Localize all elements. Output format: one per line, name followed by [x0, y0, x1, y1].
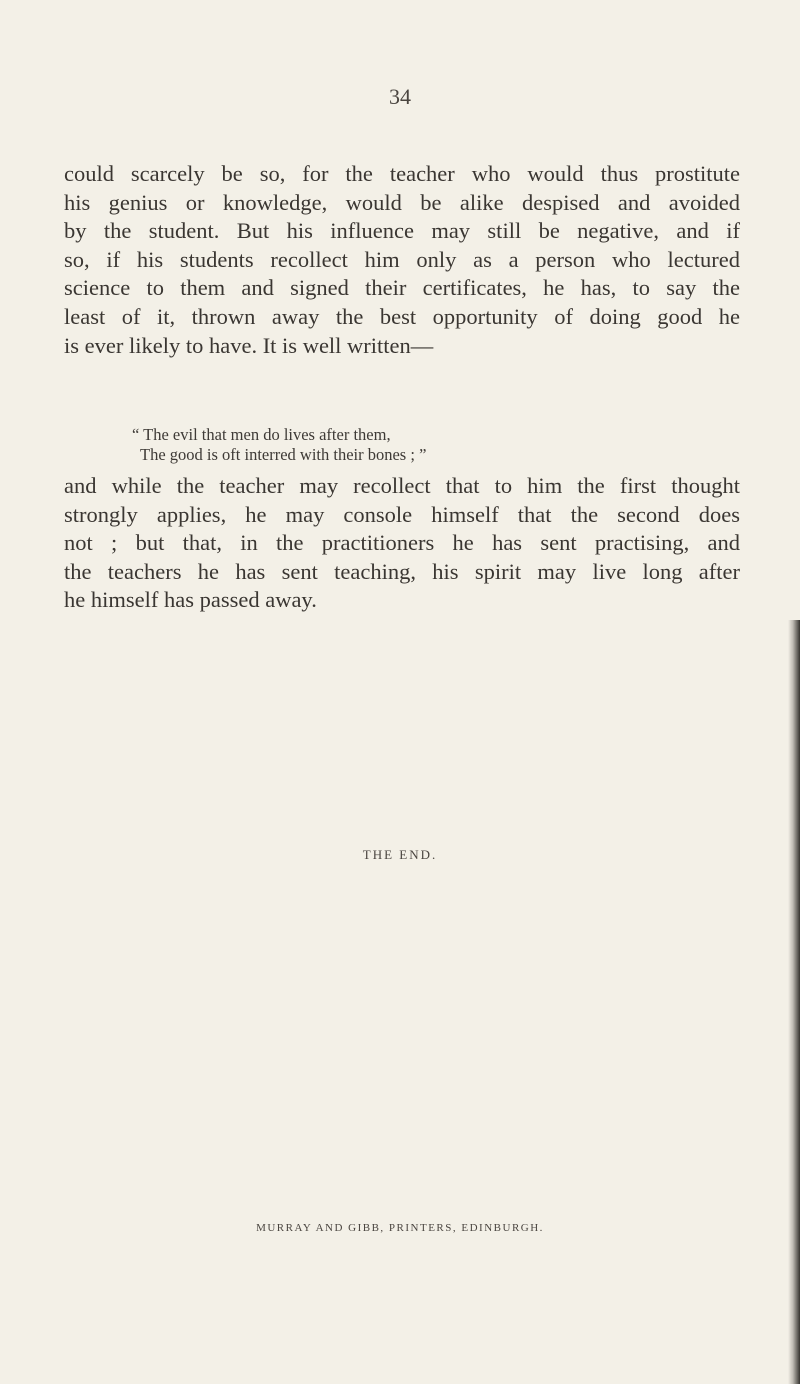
text-line: so, if his students recollect him only as a person who lectured	[64, 246, 740, 272]
text-line: is ever likely to have. It is well written—	[64, 332, 434, 358]
printer-imprint: MURRAY AND GIBB, PRINTERS, EDINBURGH.	[256, 1222, 544, 1234]
page-number: 34	[389, 84, 411, 109]
paragraph-1	[64, 160, 740, 360]
verse-quotation	[132, 425, 692, 465]
text-line: and while the teacher may recollect that to him the first thought	[64, 473, 740, 498]
paragraph-2	[64, 472, 740, 615]
text-line: least of it, thrown away the best opportunity of doing good he	[64, 303, 740, 329]
quote-line: The good is oft interred with their bones ; ”	[140, 445, 427, 464]
text-line: by the student. But his influence may still be negative, and if	[64, 218, 740, 244]
text-line: could scarcely be so, for the teacher who would thus prostitute	[64, 161, 740, 186]
text-line: science to them and signed their certificates, he has, to say the	[64, 275, 740, 301]
page-edge-shadow	[788, 620, 800, 1384]
quote-line: “ The evil that men do lives after them,	[132, 425, 391, 444]
text-line: he himself has passed away.	[64, 587, 317, 613]
the-end-heading: THE END.	[362, 847, 438, 862]
text-line: his genius or knowledge, would be alike despised and avoided	[64, 189, 740, 215]
text-line: the teachers he has sent teaching, his spirit may live long after	[64, 558, 740, 584]
text-line: not ; but that, in the practitioners he has sent practising, and	[64, 530, 740, 556]
text-line: strongly applies, he may console himself that the second does	[64, 501, 740, 527]
